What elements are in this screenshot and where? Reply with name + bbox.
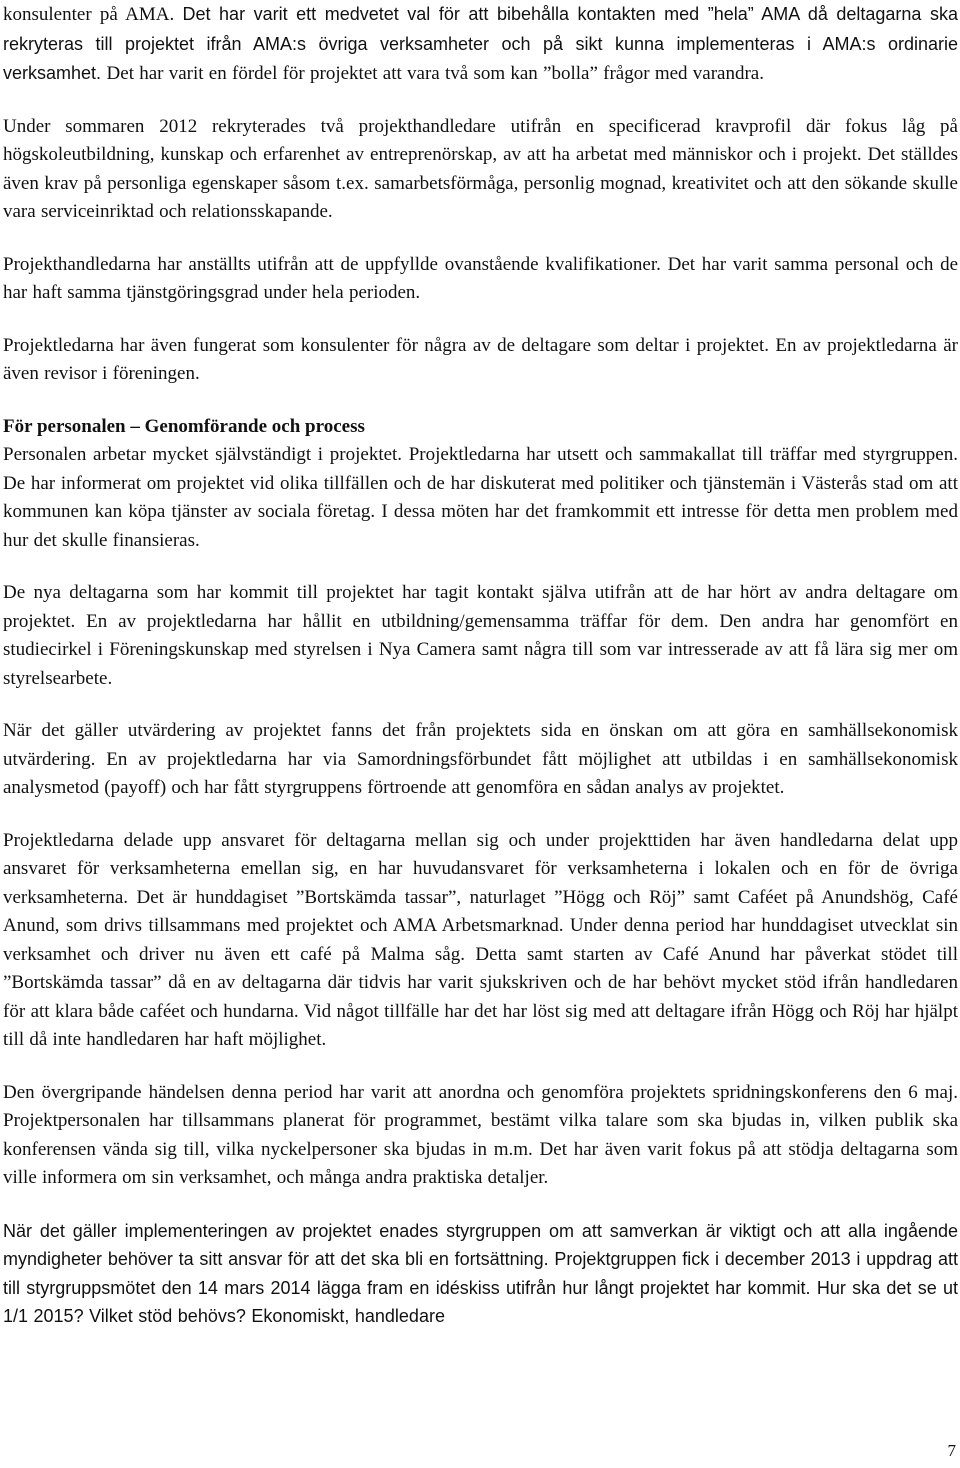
page-number: 7 <box>947 1441 956 1460</box>
document-page <box>3 0 958 1331</box>
paragraph-implementation: När det gäller implementeringen av projektet enades styrgruppen om att samverkan är viktigt och att alla ingående myndigheter behöver ta sitt ansvar för att det ska bli en fortsättning. Projektgruppen fick i december 2013 i uppdrag att till styrgruppsmötet den 14 mars 2014 lägga fram en idéskiss utifrån hur långt projektet har kommit. Hur ska det se ut 1/1 2015? Vilket stöd behövs? Ekonomiskt, handledare <box>3 1220 958 1326</box>
paragraph-evaluation: När det gäller utvärdering av projektet fanns det från projektets sida en önskan om att göra en samhällsekonomisk utvärdering. En av projektledarna har via Samordningsförbundet fått möjlighet att utbildas i en samhällsekonomisk analysmetod (payoff) och har fått styrgruppens förtroende att genomföra en sådan analys av projektet. <box>3 720 958 798</box>
paragraph-responsibility: Projektledarna delade upp ansvaret för deltagarna mellan sig och under projekttiden har även handledarna delat upp ansvaret för verksamheterna emellan sig, en har huvudansvaret för verksamheterna i lokalen och en för de övriga verksamheterna. Det är hunddagiset ”Bortskämda tassar”, naturlaget ”Högg och Röj” samt Caféet på Anundshög, Café Anund, som drivs tillsammans med projektet och AMA Arbetsmarknad. Under denna period har hunddagiset utvecklat sin verksamhet och driver nu även ett café på Malma såg. Detta samt starten av Café Anund har påverkat stödet till ”Bortskämda tassar” då en av deltagarna där tidvis har varit sjukskriven och de har behövt mycket stöd ifrån handledaren för att klara både caféet och hundarna. Vid något tillfälle har det har löst sig med att deltagare ifrån Högg och Röj har hjälpt till då inte handledaren har haft möjlighet. <box>3 829 958 1050</box>
paragraph-consultants: Projektledarna har även fungerat som konsulenter för några av de deltagare som deltar i projektet. En av projektledarna är även revisor i föreningen. <box>3 334 958 384</box>
paragraph-intro-part-3: Det har varit en fördel för projektet att vara två som kan ”bolla” frågor med varandra. <box>106 63 764 84</box>
paragraph-intro-part-2: Det har varit ett medvetet val för att bibehålla kontakten med ”hela” AMA då deltagarna ska rekryteras till projektet ifrån AMA:s övriga verksamheter och på sikt kunna implementeras i AMA:s ordinarie verksamhet. <box>3 4 958 83</box>
paragraph-conference: Den övergripande händelsen denna period har varit att anordna och genomföra projektets spridningskonferens den 6 maj. Projektpersonalen har tillsammans planerat för programmet, bestämt vilka talare som ska bjudas in, vilken publik ska konferensen vända sig till, vilka nyckelpersoner ska bjudas in m.m. Det har även varit fokus på att stödja deltagarna som ville informera om sin verksamhet, och många andra praktiska detaljer. <box>3 1081 958 1188</box>
paragraph-recruitment: Under sommaren 2012 rekryterades två projekthandledare utifrån en specificerad kravprofil där fokus låg på högskoleutbildning, kunskap och erfarenhet av entreprenörskap, av att ha arbetat med människor och i projekt. Det ställdes även krav på personliga egenskaper såsom t.ex. samarbetsförmåga, personlig mognad, kreativitet och att den sökande skulle vara serviceinriktad och relationsskapande. <box>3 115 958 222</box>
paragraph-staff: Personalen arbetar mycket självständigt i projektet. Projektledarna har utsett och sammakallat till träffar med styrgruppen. De har informerat om projektet vid olika tillfällen och de har diskuterat med politiker och tjänstemän i Västerås stad om att kommunen kan köpa tjänster av sociala företag. I dessa möten har det framkommit ett intresse för detta men problem med hur det skulle finansieras. <box>3 444 958 551</box>
paragraph-qualifications: Projekthandledarna har anställts utifrån att de uppfyllde ovanstående kvalifikationer. Det har varit samma personal och de har haft samma tjänstgöringsgrad under hela perioden. <box>3 253 958 303</box>
paragraph-new-participants: De nya deltagarna som har kommit till projektet har tagit kontakt själva utifrån att de har hört av andra deltagare om projektet. En av projektledarna har hållit en utbildning/gemensamma träffar för dem. Den andra har genomfört en studiecirkel i Föreningskunskap med styrelsen i Nya Camera samt några till som var intresserade av att få lära sig mer om styrelsearbete. <box>3 582 958 689</box>
section-heading: För personalen – Genomförande och process <box>3 415 365 437</box>
paragraph-intro-part-1: konsulenter på AMA. <box>3 4 183 25</box>
paragraph-intro <box>3 0 958 89</box>
